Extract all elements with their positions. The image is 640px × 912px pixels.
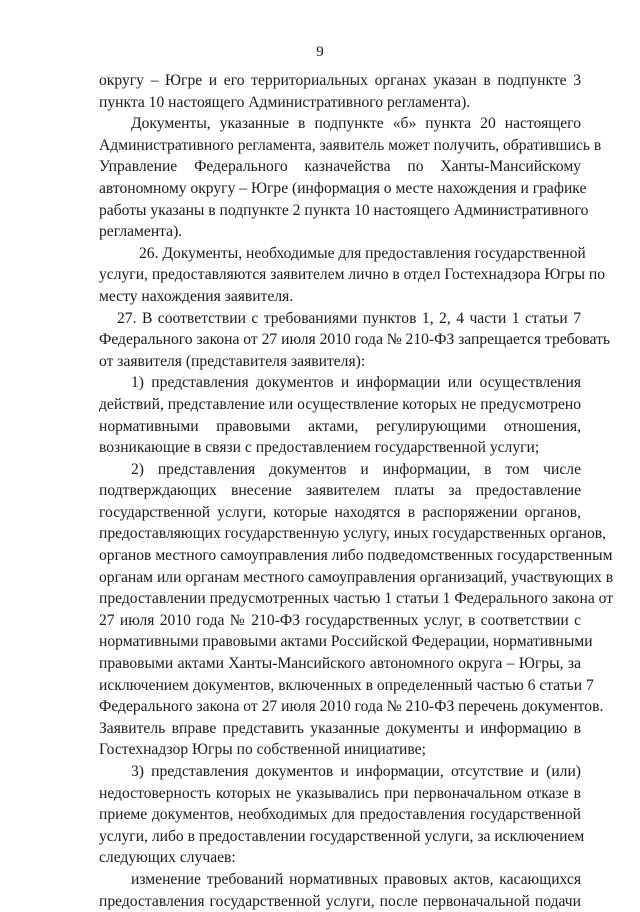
text-line: Административного регламента, заявитель может получить, обратившись в	[99, 136, 602, 154]
paragraph-27	[99, 308, 610, 373]
text-line: пункта 10 настоящего Административного регламента).	[99, 93, 471, 111]
text-line: правовыми актами Ханты-Мансийского автономного округа – Югры, за	[99, 655, 581, 673]
document-body	[99, 70, 614, 912]
text-line: действий, представление или осуществление которых не предусмотрено	[99, 395, 582, 413]
text-line: подтверждающих внесение заявителем платы за предоставление	[99, 482, 581, 500]
text-line: Документы, указанные в подпункте «б» пункта 20 настоящего	[131, 115, 581, 133]
text-line: предоставляющих государственную услугу, иных государственных органов,	[99, 525, 607, 543]
text-line: услуги, либо в предоставлении государственной услуги, за исключением	[99, 827, 585, 845]
text-line: нормативными правовыми актами Российской Федерации, нормативными	[99, 633, 593, 651]
paragraph-continuation	[99, 70, 581, 113]
paragraph-26	[99, 243, 606, 308]
text-line: органов местного самоуправления либо подведомственных государственным	[99, 547, 613, 565]
text-line: органам или органам местного самоуправления организаций, участвующих в	[99, 568, 614, 586]
text-line: предоставления государственной услуги, после первоначальной подачи	[99, 892, 581, 910]
text-line: 1) представления документов и информации или осуществления	[131, 374, 581, 392]
text-line: от заявителя (представителя заявителя):	[99, 352, 366, 370]
text-line: возникающие в связи с предоставлением государственной услуги;	[99, 439, 540, 457]
text-line: следующих случаев:	[99, 849, 236, 867]
text-line: услуги, предоставляются заявителем лично в отдел Гостехнадзора Югры по	[99, 266, 606, 284]
text-line: 27 июля 2010 года № 210-ФЗ государственных услуг, в соответствии с	[99, 611, 581, 629]
text-line: автономному округу – Югре (информация о месте нахождения и графике	[99, 179, 587, 197]
text-line: 27. В соответствии с требованиями пунктов 1, 2, 4 части 1 статьи 7	[117, 309, 581, 327]
text-line: нормативными правовыми актами, регулирующими отношения,	[99, 417, 581, 435]
list-item-2	[99, 459, 614, 761]
sub-item-change-requirements	[99, 869, 581, 912]
paragraph-documents	[99, 113, 602, 243]
list-item-3	[99, 761, 585, 869]
text-line: месту нахождения заявителя.	[99, 287, 294, 305]
text-line: исключением документов, включенных в определенный частью 6 статьи 7	[99, 676, 594, 694]
text-line: Федерального закона от 27 июля 2010 года № 210-ФЗ перечень документов.	[99, 698, 604, 716]
text-line: 3) представления документов и информации, отсутствие и (или)	[131, 763, 581, 780]
list-item-1	[99, 372, 581, 458]
text-line: предоставлении предусмотренных частью 1 статьи 1 Федерального закона от	[99, 590, 614, 608]
text-line: Федерального закона от 27 июля 2010 года № 210-ФЗ запрещается требовать	[99, 331, 610, 349]
text-line: 26. Документы, необходимые для предоставления государственной	[139, 244, 586, 262]
text-line: Заявитель вправе представить указанные документы и информацию в	[99, 719, 581, 737]
text-line: государственной услуги, которые находятся в распоряжении органов,	[99, 503, 581, 521]
text-line: 2) представления документов и информации, в том числе	[131, 460, 581, 478]
text-line: регламента).	[99, 223, 183, 241]
text-line: изменение требований нормативных правовых актов, касающихся	[131, 870, 581, 888]
text-line: работы указаны в подпункте 2 пункта 10 настоящего Административного	[99, 201, 589, 219]
text-line: Управление Федерального казначейства по Ханты-Мансийскому	[99, 158, 581, 176]
text-line: недостоверность которых не указывались при первоначальном отказе в	[99, 784, 581, 802]
page-number: 9	[316, 44, 324, 60]
text-line: приеме документов, необходимых для предоставления государственной	[99, 806, 581, 824]
text-line: Гостехнадзор Югры по собственной инициативе;	[99, 741, 426, 759]
text-line: округу – Югре и его территориальных органах указан в подпункте 3	[99, 72, 581, 89]
